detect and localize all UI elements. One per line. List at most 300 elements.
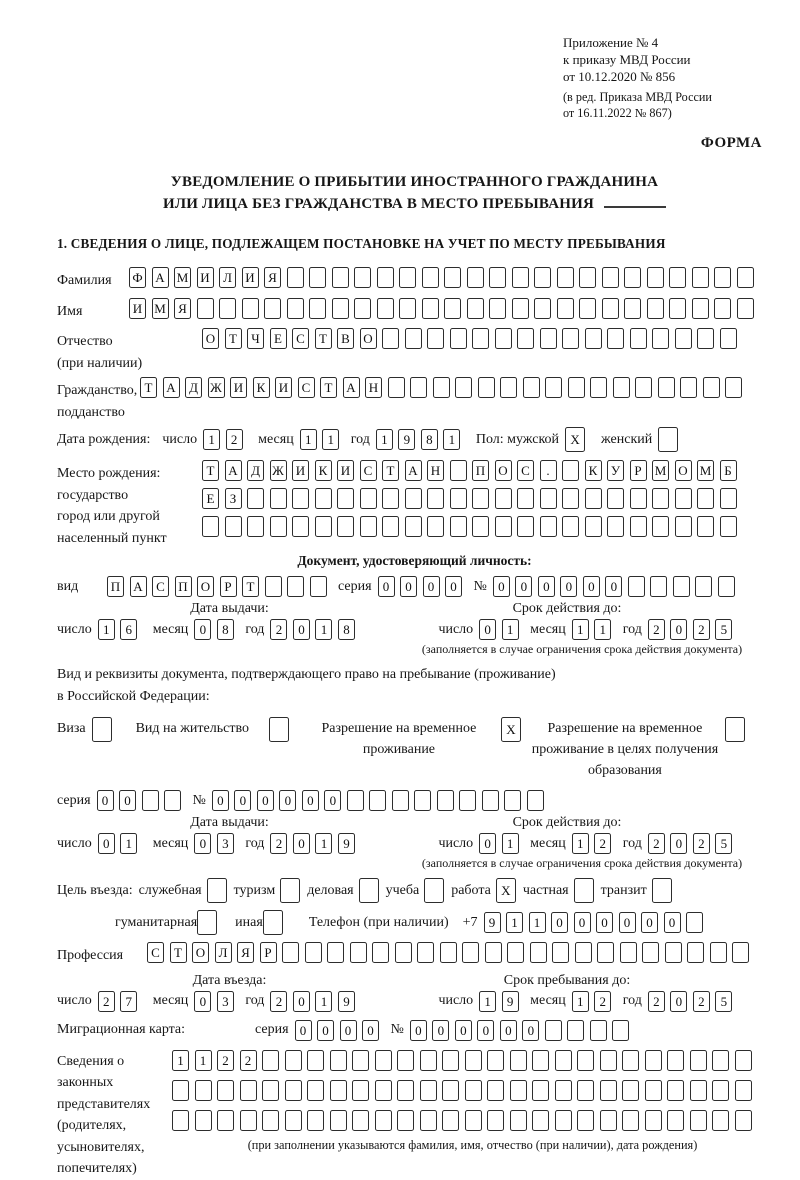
form-cell xyxy=(417,942,434,963)
stay-until-year xyxy=(648,991,738,1012)
forma-label: ФОРМА xyxy=(700,135,762,151)
form-cell xyxy=(330,1080,347,1101)
form-cell xyxy=(725,717,745,742)
form-cell: 0 xyxy=(479,833,496,854)
form-cell xyxy=(585,516,602,537)
given-name-cells xyxy=(129,298,759,319)
form-cell: 0 xyxy=(479,619,496,640)
form-cell: 0 xyxy=(293,619,310,640)
ref-line-2: к приказу МВД России xyxy=(563,52,691,67)
form-cell xyxy=(735,1050,752,1071)
form-cell: 0 xyxy=(670,833,687,854)
form-cell xyxy=(607,488,624,509)
birthplace-block xyxy=(57,460,772,549)
form-cell xyxy=(673,576,690,597)
form-cell xyxy=(712,1050,729,1071)
form-cell: 2 xyxy=(270,991,287,1012)
form-cell xyxy=(714,267,731,288)
form-cell: 0 xyxy=(432,1020,449,1041)
form-cell xyxy=(292,516,309,537)
form-cell xyxy=(630,516,647,537)
form-cell: 0 xyxy=(279,790,296,811)
form-cell xyxy=(517,488,534,509)
form-cell: Я xyxy=(174,298,191,319)
form-cell xyxy=(405,488,422,509)
identity-doc-row xyxy=(57,576,772,597)
form-cell xyxy=(197,298,214,319)
form-cell: 2 xyxy=(693,991,710,1012)
form-cell xyxy=(467,298,484,319)
guardians-label-2: законных xyxy=(57,1075,114,1090)
guardians-label-4: (родителях, xyxy=(57,1118,127,1133)
form-cell xyxy=(562,488,579,509)
form-cell xyxy=(382,328,399,349)
form-cell xyxy=(375,1110,392,1131)
form-cell: 1 xyxy=(529,912,546,933)
given-name-row xyxy=(57,298,772,323)
form-cell xyxy=(377,298,394,319)
form-cell xyxy=(697,328,714,349)
permit-valid-year xyxy=(648,833,738,854)
form-cell xyxy=(585,328,602,349)
form-cell: Б xyxy=(720,460,737,481)
form-cell xyxy=(720,516,737,537)
form-cell: 0 xyxy=(500,1020,517,1041)
form-cell: 0 xyxy=(194,619,211,640)
form-cell: О xyxy=(675,460,692,481)
form-cell: 1 xyxy=(594,619,611,640)
form-cell xyxy=(219,298,236,319)
form-cell xyxy=(703,377,720,398)
form-cell xyxy=(690,1110,707,1131)
form-cell xyxy=(444,298,461,319)
form-cell xyxy=(735,1110,752,1131)
form-cell xyxy=(645,1110,662,1131)
purpose-work: работа X xyxy=(451,878,516,903)
form-cell: 1 xyxy=(376,429,393,450)
purpose-second-row xyxy=(115,910,772,935)
form-cell: 2 xyxy=(240,1050,257,1071)
form-cell: 0 xyxy=(234,790,251,811)
form-cell: 0 xyxy=(194,991,211,1012)
form-cell: 0 xyxy=(257,790,274,811)
form-cell xyxy=(487,1080,504,1101)
form-cell: 0 xyxy=(670,619,687,640)
form-cell: 0 xyxy=(400,576,417,597)
form-cell: 1 xyxy=(479,991,496,1012)
doc-number-label: № xyxy=(473,578,487,594)
form-cell xyxy=(510,1050,527,1071)
year-label: год xyxy=(350,431,370,447)
form-cell xyxy=(92,717,112,742)
form-cell xyxy=(645,1080,662,1101)
form-cell xyxy=(675,328,692,349)
form-cell: Т xyxy=(242,576,259,597)
form-cell xyxy=(405,328,422,349)
citizenship-cells xyxy=(140,377,748,398)
form-cell xyxy=(360,516,377,537)
form-cell: П xyxy=(175,576,192,597)
form-cell xyxy=(530,942,547,963)
purpose-other-label: иная xyxy=(235,914,263,930)
form-cell: 0 xyxy=(538,576,555,597)
section-1-heading: 1. СВЕДЕНИЯ О ЛИЦЕ, ПОДЛЕЖАЩЕМ ПОСТАНОВКЕ НА УЧЕТ ПО МЕСТУ ПРЕБЫВАНИЯ xyxy=(57,236,666,251)
form-cell xyxy=(437,790,454,811)
form-cell xyxy=(270,516,287,537)
permit-issue-day xyxy=(98,833,143,854)
form-cell xyxy=(732,942,749,963)
form-cell xyxy=(444,267,461,288)
form-cell: И xyxy=(230,377,247,398)
form-cell: 1 xyxy=(322,429,339,450)
doc-number-cells xyxy=(493,576,741,597)
form-cell xyxy=(642,942,659,963)
purpose-transit-checkbox xyxy=(652,878,672,903)
form-cell xyxy=(532,1050,549,1071)
form-cell: М xyxy=(174,267,191,288)
form-cell xyxy=(574,878,594,903)
form-cell: 5 xyxy=(715,833,732,854)
phone-label: Телефон (при наличии) xyxy=(308,914,449,930)
form-cell: А xyxy=(225,460,242,481)
form-cell xyxy=(369,790,386,811)
residence-permit-checkbox xyxy=(269,717,289,742)
birth-day-cells xyxy=(203,429,248,450)
form-cell xyxy=(737,267,754,288)
form-cell: 8 xyxy=(338,619,355,640)
form-cell xyxy=(607,328,624,349)
purpose-official-checkbox xyxy=(207,878,227,903)
form-cell: 0 xyxy=(293,991,310,1012)
form-cell: 0 xyxy=(324,790,341,811)
form-cell xyxy=(478,377,495,398)
form-cell xyxy=(420,1050,437,1071)
form-cell xyxy=(512,267,529,288)
form-cell xyxy=(269,717,289,742)
form-cell xyxy=(557,298,574,319)
form-cell xyxy=(337,488,354,509)
migration-card-row xyxy=(57,1020,772,1041)
form-cell xyxy=(620,942,637,963)
form-cell: 0 xyxy=(423,576,440,597)
form-cell: С xyxy=(298,377,315,398)
form-cell xyxy=(442,1110,459,1131)
form-cell xyxy=(665,942,682,963)
permit-series-cells xyxy=(97,790,187,811)
form-cell: Н xyxy=(427,460,444,481)
form-cell xyxy=(600,1050,617,1071)
form-cell xyxy=(350,942,367,963)
birthplace-label-3: город или другой xyxy=(57,509,160,524)
form-cell xyxy=(725,377,742,398)
form-cell xyxy=(197,910,217,935)
form-cell: 0 xyxy=(97,790,114,811)
form-cell xyxy=(487,1050,504,1071)
guardians-label-1: Сведения о xyxy=(57,1053,125,1069)
form-cell xyxy=(602,298,619,319)
form-cell xyxy=(307,1080,324,1101)
purpose-transit: транзит xyxy=(601,878,672,903)
form-cell: 2 xyxy=(270,833,287,854)
form-cell xyxy=(172,1110,189,1131)
form-cell: 1 xyxy=(315,991,332,1012)
form-cell: 9 xyxy=(398,429,415,450)
guardians-note: (при заполнении указываются фамилия, имя, отчество (при наличии), дата рождения) xyxy=(247,1137,698,1152)
form-cell xyxy=(263,910,283,935)
form-cell xyxy=(687,942,704,963)
form-cell: С xyxy=(517,460,534,481)
doc-restriction-note: (заполняется в случае ограничения срока действия документа) xyxy=(421,642,743,656)
form-cell xyxy=(622,1110,639,1131)
doc-valid-day xyxy=(479,619,524,640)
form-cell xyxy=(395,942,412,963)
guardians-labels xyxy=(57,1048,172,1180)
order-reference xyxy=(563,34,772,121)
form-cell xyxy=(240,1080,257,1101)
form-cell: 2 xyxy=(693,619,710,640)
birthplace-label-4: населенный пункт xyxy=(57,530,167,546)
form-cell: 9 xyxy=(484,912,501,933)
form-cell xyxy=(309,298,326,319)
form-cell xyxy=(622,1050,639,1071)
form-cell: 5 xyxy=(715,619,732,640)
form-cell xyxy=(382,488,399,509)
form-cell: 0 xyxy=(574,912,591,933)
form-cell: 1 xyxy=(300,429,317,450)
form-cell: 0 xyxy=(670,991,687,1012)
phone-cells xyxy=(484,912,709,933)
purpose-humanitarian-label: гуманитарная xyxy=(115,914,198,930)
form-cell: 3 xyxy=(217,991,234,1012)
form-cell: 1 xyxy=(572,619,589,640)
form-cell xyxy=(330,1050,347,1071)
form-cell xyxy=(652,878,672,903)
form-cell: И xyxy=(129,298,146,319)
form-cell: У xyxy=(607,460,624,481)
form-cell xyxy=(265,576,282,597)
form-cell: Т xyxy=(382,460,399,481)
purpose-study: учеба xyxy=(386,878,445,903)
form-cell: 0 xyxy=(317,1020,334,1041)
birthplace-label-2: государство xyxy=(57,487,129,503)
form-cell xyxy=(562,516,579,537)
form-cell xyxy=(532,1110,549,1131)
form-cell: Ч xyxy=(247,328,264,349)
entry-day xyxy=(98,991,143,1012)
permit-series-row xyxy=(57,790,772,811)
form-cell: 1 xyxy=(502,833,519,854)
migcard-series-label: серия xyxy=(255,1022,289,1037)
form-cell: 0 xyxy=(302,790,319,811)
form-cell xyxy=(647,267,664,288)
birth-year-cells xyxy=(376,429,466,450)
doc-issue-date-group: число 1 6 месяц 0 8 год 2 0 1 8 xyxy=(57,619,360,640)
form-cell xyxy=(414,790,431,811)
form-cell xyxy=(712,1110,729,1131)
form-cell: 2 xyxy=(648,991,665,1012)
form-cell xyxy=(568,377,585,398)
form-cell xyxy=(504,790,521,811)
form-cell xyxy=(710,942,727,963)
form-cell: С xyxy=(152,576,169,597)
form-cell: С xyxy=(147,942,164,963)
form-cell: 3 xyxy=(217,833,234,854)
form-cell xyxy=(450,460,467,481)
form-cell xyxy=(397,1110,414,1131)
form-cell xyxy=(577,1050,594,1071)
form-cell: 1 xyxy=(172,1050,189,1071)
form-cell xyxy=(720,328,737,349)
permit-intro-line-1: Вид и реквизиты документа, подтверждающего право на пребывание (проживание) xyxy=(57,667,556,682)
entry-date-label: Дата въезда: xyxy=(192,972,267,988)
temp-residence-label: Разрешение на временное проживание xyxy=(321,721,477,757)
entry-year xyxy=(270,991,360,1012)
ref-line-3: от 10.12.2020 № 856 xyxy=(563,69,676,84)
purpose-work-checkbox xyxy=(496,878,516,903)
guardians-label-5: усыновителях, xyxy=(57,1139,145,1155)
form-cell: О xyxy=(360,328,377,349)
doc-dates-row xyxy=(57,619,772,640)
form-cell: 2 xyxy=(693,833,710,854)
form-cell: 0 xyxy=(477,1020,494,1041)
form-cell xyxy=(523,377,540,398)
form-cell xyxy=(590,1020,607,1041)
guardians-row-2 xyxy=(172,1080,757,1101)
form-cell xyxy=(330,1110,347,1131)
form-cell: 0 xyxy=(596,912,613,933)
form-cell xyxy=(332,267,349,288)
form-cell xyxy=(427,488,444,509)
form-cell: И xyxy=(337,460,354,481)
form-cell: Е xyxy=(270,328,287,349)
doc-series-cells xyxy=(378,576,468,597)
form-cell: М xyxy=(652,460,669,481)
form-cell: 2 xyxy=(648,619,665,640)
purpose-official: служебная xyxy=(139,878,227,903)
form-cell xyxy=(602,267,619,288)
form-cell: 0 xyxy=(212,790,229,811)
form-cell xyxy=(495,516,512,537)
form-cell: 2 xyxy=(648,833,665,854)
profession-row xyxy=(57,942,772,967)
form-cell xyxy=(667,1080,684,1101)
form-cell xyxy=(675,488,692,509)
form-cell xyxy=(635,377,652,398)
form-cell xyxy=(375,1080,392,1101)
doc-valid-month xyxy=(572,619,617,640)
form-cell xyxy=(482,790,499,811)
form-cell: Т xyxy=(140,377,157,398)
ref-amend-line-2: от 16.11.2022 № 867) xyxy=(563,106,672,120)
form-cell xyxy=(545,377,562,398)
form-cell xyxy=(669,298,686,319)
form-cell: А xyxy=(343,377,360,398)
birthplace-label-1: Место рождения: xyxy=(57,466,161,481)
form-cell: Л xyxy=(219,267,236,288)
purpose-tourism-checkbox xyxy=(280,878,300,903)
form-cell: Т xyxy=(202,460,219,481)
form-cell xyxy=(669,267,686,288)
form-cell: 0 xyxy=(410,1020,427,1041)
birthplace-labels xyxy=(57,460,202,549)
form-cell xyxy=(567,1020,584,1041)
form-cell xyxy=(540,516,557,537)
form-cell xyxy=(422,298,439,319)
form-cell xyxy=(545,1020,562,1041)
form-cell xyxy=(600,1110,617,1131)
form-cell: 0 xyxy=(583,576,600,597)
permit-intro-line-2: в Российской Федерации: xyxy=(57,689,210,704)
permit-valid-until-label: Срок действия до: xyxy=(512,815,622,830)
form-cell: 0 xyxy=(493,576,510,597)
form-cell xyxy=(427,516,444,537)
form-cell: Ф xyxy=(129,267,146,288)
form-cell xyxy=(600,1080,617,1101)
form-cell: К xyxy=(253,377,270,398)
form-cell xyxy=(354,267,371,288)
form-cell: 1 xyxy=(195,1050,212,1071)
form-cell xyxy=(442,1050,459,1071)
form-cell: О xyxy=(495,460,512,481)
form-cell: Р xyxy=(630,460,647,481)
form-cell xyxy=(495,328,512,349)
migration-card-label: Миграционная карта: xyxy=(57,1022,186,1037)
form-cell: 7 xyxy=(120,991,137,1012)
edu-residence-checkbox xyxy=(725,717,745,742)
residence-permit-label: Вид на жительство xyxy=(135,721,249,736)
form-cell xyxy=(658,427,678,452)
form-cell xyxy=(647,298,664,319)
purpose-private: частная xyxy=(523,878,594,903)
form-cell: А xyxy=(405,460,422,481)
form-cell xyxy=(142,790,159,811)
patronymic-note: (при наличии) xyxy=(57,355,143,371)
form-cell: 0 xyxy=(378,576,395,597)
form-cell xyxy=(280,878,300,903)
form-cell: X xyxy=(496,878,516,903)
permit-number-cells xyxy=(212,790,550,811)
form-cell xyxy=(712,1080,729,1101)
form-cell xyxy=(450,488,467,509)
form-cell: Т xyxy=(320,377,337,398)
edu-residence-label: Разрешение на временное проживание в целях получения образования xyxy=(531,721,719,778)
form-cell xyxy=(455,377,472,398)
form-cell xyxy=(667,1110,684,1131)
form-cell xyxy=(420,1080,437,1101)
form-cell xyxy=(472,328,489,349)
doc-kind-label: вид xyxy=(57,578,79,594)
visa-label: Виза xyxy=(57,721,86,736)
form-cell: 5 xyxy=(715,991,732,1012)
form-cell: С xyxy=(360,460,377,481)
sex-female-label: женский xyxy=(601,431,653,447)
form-cell xyxy=(382,516,399,537)
form-cell xyxy=(485,942,502,963)
form-title-line-2: ИЛИ ЛИЦА БЕЗ ГРАЖДАНСТВА В МЕСТО ПРЕБЫВАНИЯ xyxy=(57,193,772,215)
form-cell: 1 xyxy=(315,619,332,640)
form-cell xyxy=(315,488,332,509)
permit-valid-until-group: число 0 1 месяц 1 2 год 2 0 2 5 xyxy=(438,833,737,854)
stay-until-label: Срок пребывания до: xyxy=(503,972,631,988)
permit-issue-month xyxy=(194,833,239,854)
form-cell xyxy=(690,1050,707,1071)
form-cell xyxy=(577,1080,594,1101)
form-cell xyxy=(630,328,647,349)
birth-month-cells xyxy=(300,429,345,450)
profession-label: Профессия xyxy=(57,948,124,963)
form-cell: И xyxy=(197,267,214,288)
purpose-other-checkbox xyxy=(263,910,283,935)
